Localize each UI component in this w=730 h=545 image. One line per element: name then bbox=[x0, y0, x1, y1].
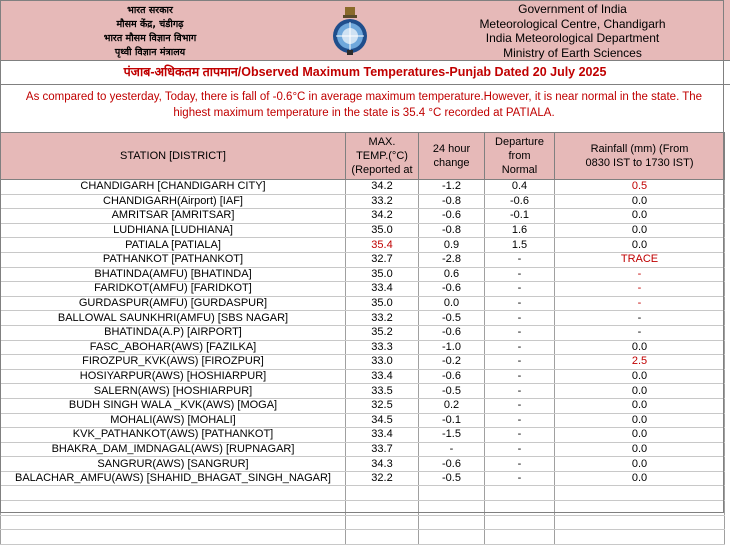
rainfall-cell: 0.0 bbox=[555, 442, 725, 457]
rainfall-cell: 0.0 bbox=[555, 194, 725, 209]
header-departure-line: Departure bbox=[495, 136, 544, 148]
english-header bbox=[430, 2, 715, 60]
rainfall-cell: 0.0 bbox=[555, 471, 725, 486]
table-row bbox=[1, 355, 725, 370]
station-cell: CHANDIGARH [CHANDIGARH CITY] bbox=[1, 180, 346, 195]
header-max-temp-line: (Reported at bbox=[351, 164, 413, 176]
table-row bbox=[1, 398, 725, 413]
change-cell: - bbox=[419, 442, 485, 457]
change-cell: -0.6 bbox=[419, 325, 485, 340]
empty-cell bbox=[346, 486, 419, 501]
departure-cell: -0.6 bbox=[485, 194, 555, 209]
max-temp-cell: 33.2 bbox=[346, 311, 419, 326]
table-row bbox=[1, 340, 725, 355]
rainfall-cell: 0.0 bbox=[555, 238, 725, 253]
english-line-4: Ministry of Earth Sciences bbox=[503, 45, 642, 60]
departure-cell: - bbox=[485, 413, 555, 428]
table-row bbox=[1, 209, 725, 224]
table-row bbox=[1, 311, 725, 326]
header-max-temp-line: MAX. bbox=[368, 136, 396, 148]
header-departure-line: Normal bbox=[501, 164, 538, 176]
page-header bbox=[0, 0, 730, 61]
empty-cell bbox=[1, 486, 346, 501]
station-cell: PATIALA [PATIALA] bbox=[1, 238, 346, 253]
table-row bbox=[1, 384, 725, 399]
empty-row bbox=[1, 530, 725, 545]
empty-cell bbox=[1, 501, 346, 516]
station-cell: BALLOWAL SAUNKHRI(AMFU) [SBS NAGAR] bbox=[1, 311, 346, 326]
change-cell: 0.9 bbox=[419, 238, 485, 253]
rainfall-cell: 2.5 bbox=[555, 355, 725, 370]
station-cell: SALERN(AWS) [HOSHIARPUR] bbox=[1, 384, 346, 399]
header-rainfall-line: 0830 IST to 1730 IST) bbox=[585, 157, 694, 169]
change-cell: -0.8 bbox=[419, 223, 485, 238]
empty-cell bbox=[419, 515, 485, 530]
empty-cell bbox=[346, 530, 419, 545]
departure-cell: - bbox=[485, 457, 555, 472]
max-temp-cell: 34.5 bbox=[346, 413, 419, 428]
station-cell: BUDH SINGH WALA _KVK(AWS) [MOGA] bbox=[1, 398, 346, 413]
table-row bbox=[1, 442, 725, 457]
max-temp-cell: 34.2 bbox=[346, 209, 419, 224]
rainfall-cell: 0.5 bbox=[555, 180, 725, 195]
max-temp-cell: 32.7 bbox=[346, 252, 419, 267]
empty-cell bbox=[485, 501, 555, 516]
station-cell: AMRITSAR [AMRITSAR] bbox=[1, 209, 346, 224]
hindi-line-1: भारत सरकार bbox=[127, 5, 173, 16]
max-temp-cell: 35.0 bbox=[346, 223, 419, 238]
empty-cell bbox=[419, 501, 485, 516]
header-departure bbox=[485, 133, 555, 180]
departure-cell: - bbox=[485, 296, 555, 311]
max-temp-cell: 34.2 bbox=[346, 180, 419, 195]
rainfall-cell: 0.0 bbox=[555, 398, 725, 413]
rainfall-cell: 0.0 bbox=[555, 369, 725, 384]
hindi-header bbox=[0, 4, 300, 60]
max-temp-cell: 33.2 bbox=[346, 194, 419, 209]
rainfall-cell: 0.0 bbox=[555, 457, 725, 472]
change-cell: -1.5 bbox=[419, 428, 485, 443]
header-departure-line: from bbox=[508, 150, 531, 162]
max-temp-cell: 32.5 bbox=[346, 398, 419, 413]
change-cell: -0.5 bbox=[419, 471, 485, 486]
header-change-line: change bbox=[433, 157, 470, 169]
departure-cell: - bbox=[485, 252, 555, 267]
rainfall-cell: - bbox=[555, 267, 725, 282]
max-temp-cell: 35.4 bbox=[346, 238, 419, 253]
departure-cell: - bbox=[485, 355, 555, 370]
max-temp-cell: 33.0 bbox=[346, 355, 419, 370]
change-cell: -0.6 bbox=[419, 457, 485, 472]
hindi-line-2: मौसम केंद्र, चंडीगढ़ bbox=[116, 19, 184, 30]
change-cell: -0.1 bbox=[419, 413, 485, 428]
empty-cell bbox=[555, 501, 725, 516]
change-cell: 0.6 bbox=[419, 267, 485, 282]
empty-cell bbox=[485, 486, 555, 501]
temperature-table bbox=[0, 132, 725, 545]
rainfall-cell: - bbox=[555, 325, 725, 340]
departure-cell: 0.4 bbox=[485, 180, 555, 195]
empty-row bbox=[1, 486, 725, 501]
station-cell: HOSIYARPUR(AWS) [HOSHIARPUR] bbox=[1, 369, 346, 384]
change-cell: -0.5 bbox=[419, 311, 485, 326]
header-change-line: 24 hour bbox=[432, 143, 471, 155]
max-temp-cell: 33.5 bbox=[346, 384, 419, 399]
departure-cell: - bbox=[485, 471, 555, 486]
table-row bbox=[1, 252, 725, 267]
table-row bbox=[1, 325, 725, 340]
table-row bbox=[1, 413, 725, 428]
station-cell: SANGRUR(AWS) [SANGRUR] bbox=[1, 457, 346, 472]
table-row bbox=[1, 428, 725, 443]
table-row bbox=[1, 296, 725, 311]
header-rainfall-line: Rainfall (mm) (From bbox=[590, 143, 689, 155]
station-cell: CHANDIGARH(Airport) [IAF] bbox=[1, 194, 346, 209]
station-cell: FARIDKOT(AMFU) [FARIDKOT] bbox=[1, 282, 346, 297]
empty-cell bbox=[555, 515, 725, 530]
empty-cell bbox=[346, 501, 419, 516]
station-cell: PATHANKOT [PATHANKOT] bbox=[1, 252, 346, 267]
max-temp-cell: 33.4 bbox=[346, 428, 419, 443]
station-cell: BHATINDA(A.P) [AIRPORT] bbox=[1, 325, 346, 340]
rainfall-cell: 0.0 bbox=[555, 209, 725, 224]
empty-cell bbox=[419, 530, 485, 545]
change-cell: 0.0 bbox=[419, 296, 485, 311]
departure-cell: - bbox=[485, 325, 555, 340]
table-row bbox=[1, 194, 725, 209]
departure-cell: - bbox=[485, 267, 555, 282]
max-temp-cell: 35.0 bbox=[346, 267, 419, 282]
max-temp-cell: 33.4 bbox=[346, 369, 419, 384]
departure-cell: 1.5 bbox=[485, 238, 555, 253]
station-cell: BHATINDA(AMFU) [BHATINDA] bbox=[1, 267, 346, 282]
max-temp-cell: 33.3 bbox=[346, 340, 419, 355]
departure-cell: -0.1 bbox=[485, 209, 555, 224]
change-cell: 0.2 bbox=[419, 398, 485, 413]
change-cell: -0.2 bbox=[419, 355, 485, 370]
departure-cell: - bbox=[485, 398, 555, 413]
rainfall-cell: 0.0 bbox=[555, 223, 725, 238]
rainfall-cell: - bbox=[555, 296, 725, 311]
departure-cell: - bbox=[485, 311, 555, 326]
table-row bbox=[1, 282, 725, 297]
departure-cell: - bbox=[485, 442, 555, 457]
rainfall-cell: 0.0 bbox=[555, 340, 725, 355]
station-cell: KVK_PATHANKOT(AWS) [PATHANKOT] bbox=[1, 428, 346, 443]
empty-cell bbox=[555, 530, 725, 545]
table-body bbox=[1, 180, 725, 545]
empty-cell bbox=[485, 530, 555, 545]
empty-cell bbox=[555, 486, 725, 501]
empty-cell bbox=[1, 530, 346, 545]
max-temp-cell: 33.4 bbox=[346, 282, 419, 297]
empty-cell bbox=[419, 486, 485, 501]
departure-cell: 1.6 bbox=[485, 223, 555, 238]
station-cell: GURDASPUR(AMFU) [GURDASPUR] bbox=[1, 296, 346, 311]
change-cell: -2.8 bbox=[419, 252, 485, 267]
hindi-line-3: भारत मौसम विज्ञान विभाग bbox=[103, 33, 197, 44]
station-cell: LUDHIANA [LUDHIANA] bbox=[1, 223, 346, 238]
empty-cell bbox=[485, 515, 555, 530]
header-max-temp-line: TEMP.(°C) bbox=[356, 150, 408, 162]
header-change bbox=[419, 133, 485, 180]
max-temp-cell: 33.7 bbox=[346, 442, 419, 457]
rainfall-cell: 0.0 bbox=[555, 428, 725, 443]
header-max-temp bbox=[346, 133, 419, 180]
empty-cell bbox=[346, 515, 419, 530]
station-cell: MOHALI(AWS) [MOHALI] bbox=[1, 413, 346, 428]
rainfall-cell: 0.0 bbox=[555, 384, 725, 399]
max-temp-cell: 32.2 bbox=[346, 471, 419, 486]
table-row bbox=[1, 180, 725, 195]
rainfall-cell: - bbox=[555, 282, 725, 297]
rainfall-cell: TRACE bbox=[555, 252, 725, 267]
imd-emblem-icon bbox=[328, 6, 372, 56]
rainfall-cell: - bbox=[555, 311, 725, 326]
departure-cell: - bbox=[485, 384, 555, 399]
table-row bbox=[1, 457, 725, 472]
departure-cell: - bbox=[485, 282, 555, 297]
header-station: STATION [DISTRICT] bbox=[1, 133, 346, 180]
change-cell: -0.8 bbox=[419, 194, 485, 209]
station-cell: FASC_ABOHAR(AWS) [FAZILKA] bbox=[1, 340, 346, 355]
header-rainfall bbox=[555, 133, 725, 180]
table-row bbox=[1, 471, 725, 486]
rainfall-cell: 0.0 bbox=[555, 413, 725, 428]
table-header-row bbox=[1, 133, 725, 180]
table-row bbox=[1, 223, 725, 238]
english-line-2: Meteorological Centre, Chandigarh bbox=[479, 16, 666, 31]
change-cell: -1.0 bbox=[419, 340, 485, 355]
change-cell: -0.6 bbox=[419, 282, 485, 297]
station-cell: BALACHAR_AMFU(AWS) [SHAHID_BHAGAT_SINGH_NAGAR] bbox=[1, 471, 346, 486]
max-temp-cell: 35.0 bbox=[346, 296, 419, 311]
change-cell: -0.6 bbox=[419, 209, 485, 224]
departure-cell: - bbox=[485, 428, 555, 443]
table-row bbox=[1, 238, 725, 253]
empty-cell bbox=[1, 515, 346, 530]
summary-text: As compared to yesterday, Today, there is fall of -0.6°C in average maximum temperature.However, it is near normal in the state. The highest maximum temperature in the state is 35.4 °C recorded at PATIALA. bbox=[25, 91, 703, 119]
station-cell: FIROZPUR_KVK(AWS) [FIROZPUR] bbox=[1, 355, 346, 370]
empty-row bbox=[1, 501, 725, 516]
english-line-1: Government of India bbox=[518, 2, 627, 16]
empty-row bbox=[1, 515, 725, 530]
max-temp-cell: 34.3 bbox=[346, 457, 419, 472]
change-cell: -1.2 bbox=[419, 180, 485, 195]
station-cell: BHAKRA_DAM_IMDNAGAL(AWS) [RUPNAGAR] bbox=[1, 442, 346, 457]
change-cell: -0.6 bbox=[419, 369, 485, 384]
english-line-3: India Meteorological Department bbox=[485, 31, 660, 45]
departure-cell: - bbox=[485, 340, 555, 355]
table-row bbox=[1, 369, 725, 384]
max-temp-cell: 35.2 bbox=[346, 325, 419, 340]
change-cell: -0.5 bbox=[419, 384, 485, 399]
report-title: पंजाब-अधिकतम तापमान/Observed Maximum Temperatures-Punjab Dated 20 July 2025 bbox=[0, 61, 730, 85]
departure-cell: - bbox=[485, 369, 555, 384]
table-row bbox=[1, 267, 725, 282]
hindi-line-4: पृथ्वी विज्ञान मंत्रालय bbox=[114, 47, 186, 58]
